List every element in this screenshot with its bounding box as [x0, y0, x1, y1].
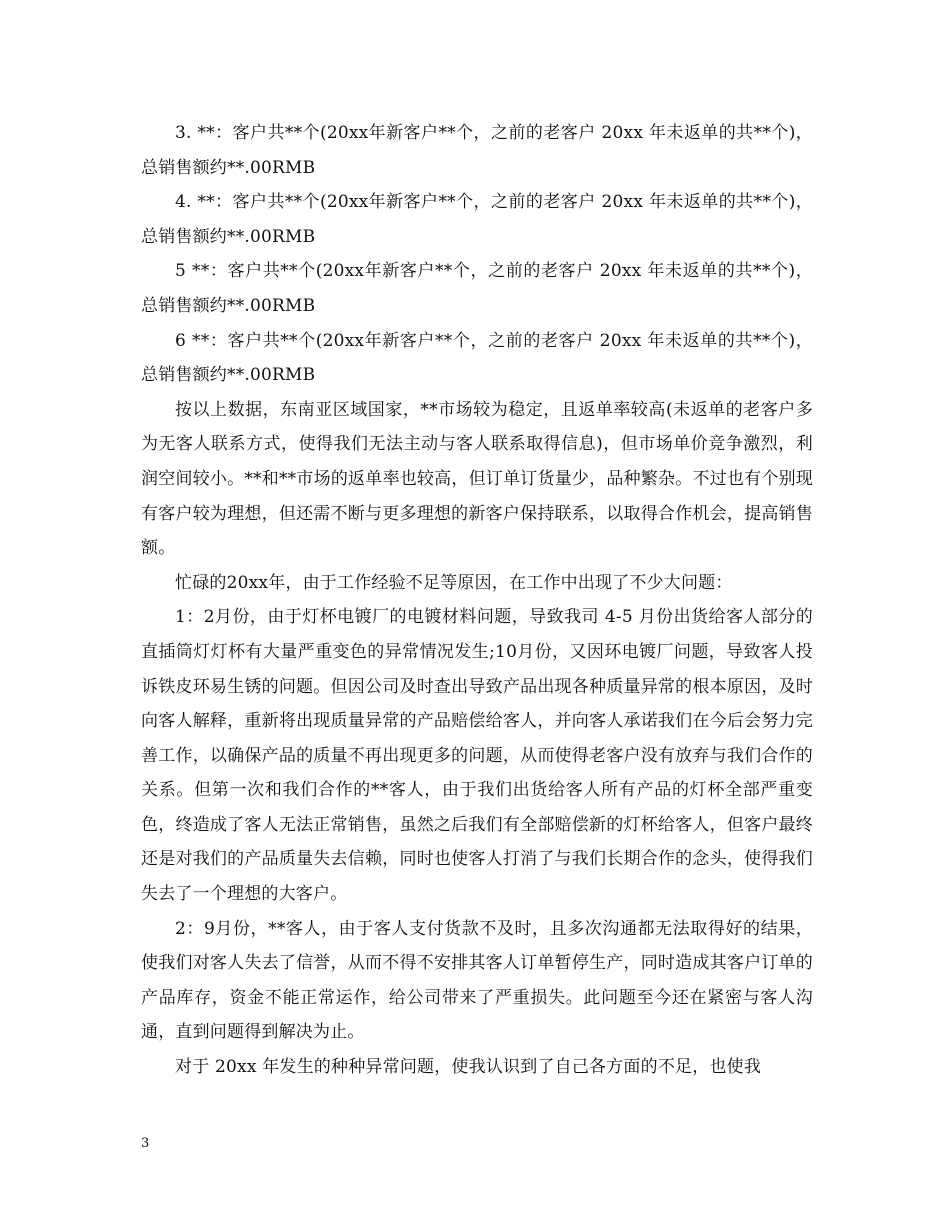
- paragraph-problems-intro: 忙碌的20xx年，由于工作经验不足等原因，在工作中出现了不少大问题：: [175, 572, 733, 593]
- paragraph-problem-1: 1：2月份，由于灯杯电镀厂的电镀材料问题，导致我司 4-5 月份出货给客人部分的直插筒灯灯杯有大量严重变色的异常情况发生;10月份，又因环电镀厂问题，导致客人投诉铁皮环易生锈的问题。但因公司及时查出导致产品出现各种质量异常的根本原因，及时向客人解释，重新将出现质量异常的产品赔偿给客人，并向客人承诺我们在今后会努力完善工作，以确保产品的质量不再出现更多的问题，从而使得老客户没有放弃与我们合作的关系。但第一次和我们合作的**客人，由于我们出货给客人所有产品的灯杯全部严重变色，终造成了客人无法正常销售，虽然之后我们有全部赔偿新的灯杯给客人，但客户最终还是对我们的产品质量失去信赖，同时也使客人打消了与我们长期合作的念头，使得我们失去了一个理想的大客户。: [141, 607, 813, 905]
- page-number: 3: [141, 1136, 150, 1151]
- paragraph-region-6-summary: 6 **：客户共**个(20xx年新客户**个，之前的老客户 20xx 年未返单的共**个)，总销售额约**.00RMB: [141, 330, 813, 386]
- paragraph-region-5-summary: 5 **：客户共**个(20xx年新客户**个，之前的老客户 20xx 年未返单的共**个)，总销售额约**.00RMB: [141, 261, 813, 316]
- paragraph-region-4-summary: 4. **：客户共**个(20xx年新客户**个，之前的老客户 20xx 年未返单的共**个)，总销售额约**.00RMB: [141, 192, 813, 247]
- paragraph-problem-2: 2：9月份，**客人，由于客人支付货款不及时，且多次沟通都无法取得好的结果，使我们对客人失去了信誉，从而不得不安排其客人订单暂停生产，同时造成其客户订单的产品库存，资金不能正常运作，给公司带来了严重损失。此问题至今还在紧密与客人沟通，直到问题得到解决为止。: [141, 918, 813, 1043]
- paragraph-market-analysis: 按以上数据，东南亚区域国家，**市场较为稳定，且返单率较高(未返单的老客户多为无客人联系方式，使得我们无法主动与客人联系取得信息)，但市场单价竞争激烈，利润空间较小。**和**市场的返单率也较高，但订单订货量少，品种繁杂。不过也有个别现有客户较为理想，但还需不断与更多理想的新客户保持联系，以取得合作机会，提高销售额。: [141, 399, 813, 559]
- paragraph-region-3-summary: 3. **：客户共**个(20xx年新客户**个，之前的老客户 20xx 年未返单的共**个)，总销售额约**.00RMB: [141, 123, 813, 178]
- paragraph-reflection: 对于 20xx 年发生的种种异常问题，使我认识到了自己各方面的不足，也使我: [175, 1057, 762, 1078]
- document-body: [141, 116, 813, 1085]
